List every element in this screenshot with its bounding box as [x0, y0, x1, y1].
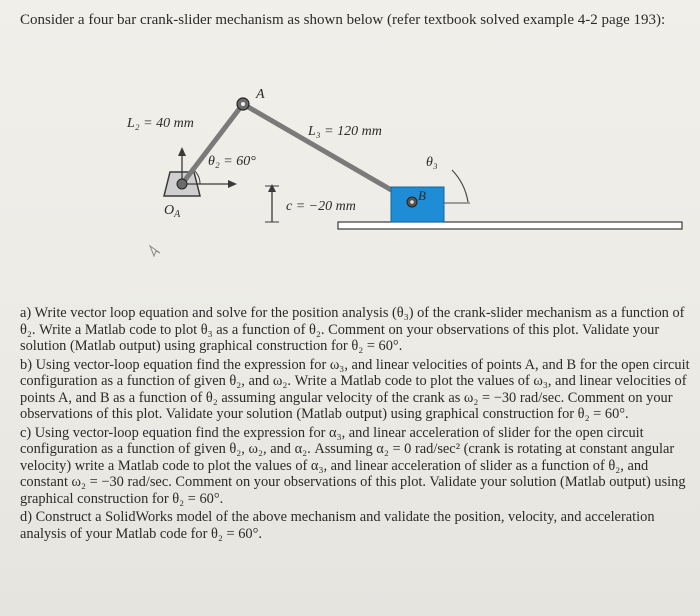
question-d: d) Construct a SolidWorks model of the above mechanism and validate the position, velocity, and acceleration analysis of your Matlab code for θ₂ = 60°.: [20, 509, 655, 542]
cursor-icon: [150, 246, 160, 256]
problem-intro: Consider a four bar crank-slider mechanism as shown below (refer textbook solved example 4-2 page 193):: [20, 12, 666, 28]
question-a: a) Write vector loop equation and solve for the position analysis (θ₃) of the crank-slider mechanism as a function of θ₂. Write a Matlab code to plot θ₃ as a function of θ₂. Comment on your observations of this plot. Validate your solution (Matlab output) using graphical construction for θ₂ = 60°.: [20, 305, 685, 354]
label-theta3: θ₃: [426, 155, 438, 170]
theta3-arc: [452, 170, 468, 202]
label-l2: L₂ = 40 mm: [127, 116, 194, 131]
label-oa: $O_A$: [164, 203, 181, 220]
questions-block: [20, 305, 696, 544]
joint-a-center: [241, 102, 245, 106]
joint-b-center: [410, 200, 414, 204]
label-c: c = −20 mm: [286, 199, 356, 214]
label-theta2: θ₂ = 60°: [208, 154, 256, 169]
question-b: b) Using vector-loop equation find the expression for ω₃, and linear velocities of points A, and B for the open circuit configuration as a function of given θ₂, and ω₂. Write a Matlab code to plot the values of ω₃, and linear velocities of points A, and B as a function of θ₂ assuming angular velocity of the crank as ω₂ = −30 rad/sec. Comment on your observations of this plot. Validate your solution (Matlab output) using graphical construction for θ₂ = 60°.: [20, 356, 690, 422]
x-axis-arrowhead: [228, 180, 237, 188]
ground-rail: [338, 222, 682, 229]
dimension-c-arrow-up: [268, 184, 276, 192]
coupler-link-l3: [243, 104, 412, 202]
label-b: B: [418, 188, 426, 203]
label-l3: L₃ = 120 mm: [308, 124, 382, 139]
mechanism-figure: [0, 0, 700, 260]
label-a: A: [256, 87, 265, 102]
y-axis-arrowhead: [178, 147, 186, 156]
question-c: c) Using vector-loop equation find the expression for α₃, and linear acceleration of slider for the open circuit configuration as a function of given θ₂, ω₂, and α₂. Assuming α₂ = 0 rad/sec² (crank is rotating at constant angular velocity) write a Matlab code to plot the values of α₃, and linear acceleration of slider as a function of θ₂, and constant ω₂ = −30 rad/sec. Comment on your observations of this plot. Validate your solution (Matlab output) using graphical construction for θ₂ = 60°.: [20, 424, 686, 507]
joint-oa: [177, 179, 187, 189]
